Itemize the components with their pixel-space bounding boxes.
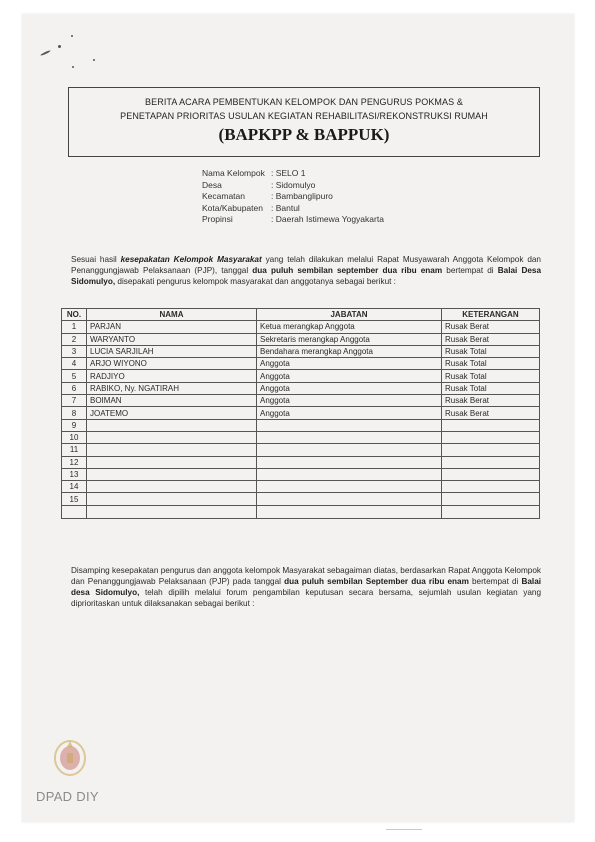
table-row xyxy=(62,456,540,468)
table-row xyxy=(62,419,540,431)
table-row xyxy=(62,468,540,480)
cell-nama: ARJO WIYONO xyxy=(87,358,257,370)
cell-keterangan xyxy=(442,419,540,431)
cell-nama: BOIMAN xyxy=(87,395,257,407)
cell-no: 14 xyxy=(62,481,87,493)
cell-keterangan: Rusak Berat xyxy=(442,407,540,419)
cell-keterangan: Rusak Berat xyxy=(442,321,540,333)
title-line-1: BERITA ACARA PEMBENTUKAN KELOMPOK DAN PENGURUS POKMAS & xyxy=(145,97,463,107)
cell-keterangan xyxy=(442,468,540,480)
table-row xyxy=(62,493,540,505)
cell-no: 9 xyxy=(62,419,87,431)
cell-jabatan xyxy=(257,431,442,443)
paragraph-date: dua puluh sembilan September dua ribu enam xyxy=(284,577,469,586)
priority-paragraph xyxy=(71,565,541,609)
paragraph-emphasis: kesepakatan Kelompok Masyarakat xyxy=(120,255,262,264)
table-body xyxy=(62,321,540,518)
info-value: : Bantul xyxy=(271,202,300,213)
header-no: NO. xyxy=(62,309,87,321)
members-table xyxy=(61,308,540,519)
cell-no: 1 xyxy=(62,321,87,333)
cell-blank xyxy=(257,505,442,518)
info-row xyxy=(202,203,384,215)
cell-no: 6 xyxy=(62,382,87,394)
cell-nama xyxy=(87,493,257,505)
cell-no: 15 xyxy=(62,493,87,505)
table-row xyxy=(62,345,540,357)
cell-no: 11 xyxy=(62,444,87,456)
cell-keterangan xyxy=(442,431,540,443)
cell-nama: RABIKO, Ny. NGATIRAH xyxy=(87,382,257,394)
cell-blank xyxy=(442,505,540,518)
document-title-box xyxy=(68,87,540,157)
paragraph-text: Disamping kesepakatan pengurus dan anggota kelompok Masyarakat sebagaiman diatas, berdasarkan Rapat Anggota Kelompok dan Penanggungjawab Pelaksanaan (PJP) pada tanggal xyxy=(71,566,541,586)
cell-nama xyxy=(87,444,257,456)
paragraph-venue: Balai Desa Sidomulyo, xyxy=(71,266,542,286)
scan-speck xyxy=(93,59,95,61)
cell-keterangan xyxy=(442,456,540,468)
info-value: : SELO 1 xyxy=(271,168,306,178)
dpad-seal-logo xyxy=(50,735,90,779)
info-label: Desa xyxy=(202,179,222,190)
cell-nama xyxy=(87,431,257,443)
cell-jabatan xyxy=(257,468,442,480)
cell-jabatan xyxy=(257,481,442,493)
scan-speck xyxy=(58,45,61,48)
cell-keterangan: Rusak Berat xyxy=(442,333,540,345)
cell-jabatan: Bendahara merangkap Anggota xyxy=(257,345,442,357)
info-label: Kecamatan xyxy=(202,191,245,201)
scan-speck xyxy=(71,35,73,37)
info-row xyxy=(202,180,384,192)
paragraph-date: dua puluh sembilan september dua ribu enam xyxy=(252,266,443,275)
cell-no: 7 xyxy=(62,395,87,407)
table-row xyxy=(62,382,540,394)
scan-edge-mark xyxy=(386,829,422,830)
table-row xyxy=(62,333,540,345)
cell-nama xyxy=(87,419,257,431)
agreement-paragraph xyxy=(71,254,541,287)
paragraph-text: Sesuai hasil xyxy=(71,255,121,264)
cell-keterangan xyxy=(442,493,540,505)
cell-keterangan: Rusak Total xyxy=(442,382,540,394)
cell-nama: WARYANTO xyxy=(87,333,257,345)
cell-keterangan xyxy=(442,481,540,493)
cell-jabatan xyxy=(257,493,442,505)
cell-jabatan: Anggota xyxy=(257,358,442,370)
table-header-row xyxy=(62,309,540,321)
cell-jabatan: Sekretaris merangkap Anggota xyxy=(257,333,442,345)
cell-nama: JOATEMO xyxy=(87,407,257,419)
cell-nama: PARJAN xyxy=(87,321,257,333)
table-row xyxy=(62,358,540,370)
cell-no: 8 xyxy=(62,407,87,419)
table-row xyxy=(62,481,540,493)
cell-keterangan: Rusak Total xyxy=(442,370,540,382)
info-label: Kota/Kabupaten xyxy=(202,202,263,213)
cell-keterangan: Rusak Berat xyxy=(442,395,540,407)
paragraph-text: bertempat di xyxy=(468,577,522,586)
table-row xyxy=(62,370,540,382)
cell-jabatan: Anggota xyxy=(257,407,442,419)
cell-jabatan: Anggota xyxy=(257,370,442,382)
paragraph-text: yang telah dilakukan melalui Rapat Musyawarah Anggota Kelompok dan Penanggungjawab Pelaksanaan (PJP), tanggal xyxy=(71,255,541,275)
cell-no: 5 xyxy=(62,370,87,382)
cell-blank xyxy=(62,505,87,518)
dpad-diy-watermark: DPAD DIY xyxy=(36,789,99,804)
cell-nama: RADJIYO xyxy=(87,370,257,382)
info-row xyxy=(202,168,384,180)
cell-jabatan: Ketua merangkap Anggota xyxy=(257,321,442,333)
cell-no: 2 xyxy=(62,333,87,345)
cell-nama: LUCIA SARJILAH xyxy=(87,345,257,357)
paragraph-text: bertempat di xyxy=(442,266,498,275)
info-row xyxy=(202,214,384,226)
cell-no: 10 xyxy=(62,431,87,443)
cell-jabatan: Anggota xyxy=(257,382,442,394)
info-value: : Bambanglipuro xyxy=(271,191,333,201)
table-row xyxy=(62,321,540,333)
cell-keterangan xyxy=(442,444,540,456)
cell-jabatan xyxy=(257,419,442,431)
info-label: Nama Kelompok xyxy=(202,168,265,178)
header-nama: NAMA xyxy=(87,309,257,321)
info-row xyxy=(202,191,384,203)
info-label: Propinsi xyxy=(202,214,233,224)
cell-nama xyxy=(87,456,257,468)
paragraph-text: disepakati pengurus kelompok masyarakat dan anggotanya sebagai berikut : xyxy=(115,277,396,286)
cell-no: 4 xyxy=(62,358,87,370)
header-jabatan: JABATAN xyxy=(257,309,442,321)
paragraph-venue: Balai desa Sidomulyo, xyxy=(71,577,542,597)
cell-jabatan xyxy=(257,456,442,468)
cell-jabatan: Anggota xyxy=(257,395,442,407)
table-row xyxy=(62,444,540,456)
paragraph-text: telah dipilih melalui forum pengambilan keputusan secara bersama, sejumlah usulan kegiatan yang diprioritaskan untuk dilaksanakan sebagai berikut : xyxy=(71,588,541,608)
cell-jabatan xyxy=(257,444,442,456)
scan-speck xyxy=(72,66,74,68)
header-keterangan: KETERANGAN xyxy=(442,309,540,321)
table-row xyxy=(62,431,540,443)
cell-no: 3 xyxy=(62,345,87,357)
cell-blank xyxy=(87,505,257,518)
cell-keterangan: Rusak Total xyxy=(442,345,540,357)
cell-no: 13 xyxy=(62,468,87,480)
cell-nama xyxy=(87,481,257,493)
table-row xyxy=(62,395,540,407)
cell-no: 12 xyxy=(62,456,87,468)
info-value: : Daerah Istimewa Yogyakarta xyxy=(271,214,384,224)
cell-keterangan: Rusak Total xyxy=(442,358,540,370)
info-value: : Sidomulyo xyxy=(271,179,316,190)
table-row-blank xyxy=(62,505,540,518)
group-info xyxy=(202,168,384,226)
document-acronym: (BAPKPP & BAPPUK) xyxy=(218,125,390,144)
title-line-2: PENETAPAN PRIORITAS USULAN KEGIATAN REHABILITASI/REKONSTRUKSI RUMAH xyxy=(120,111,488,121)
cell-nama xyxy=(87,468,257,480)
table-row xyxy=(62,407,540,419)
